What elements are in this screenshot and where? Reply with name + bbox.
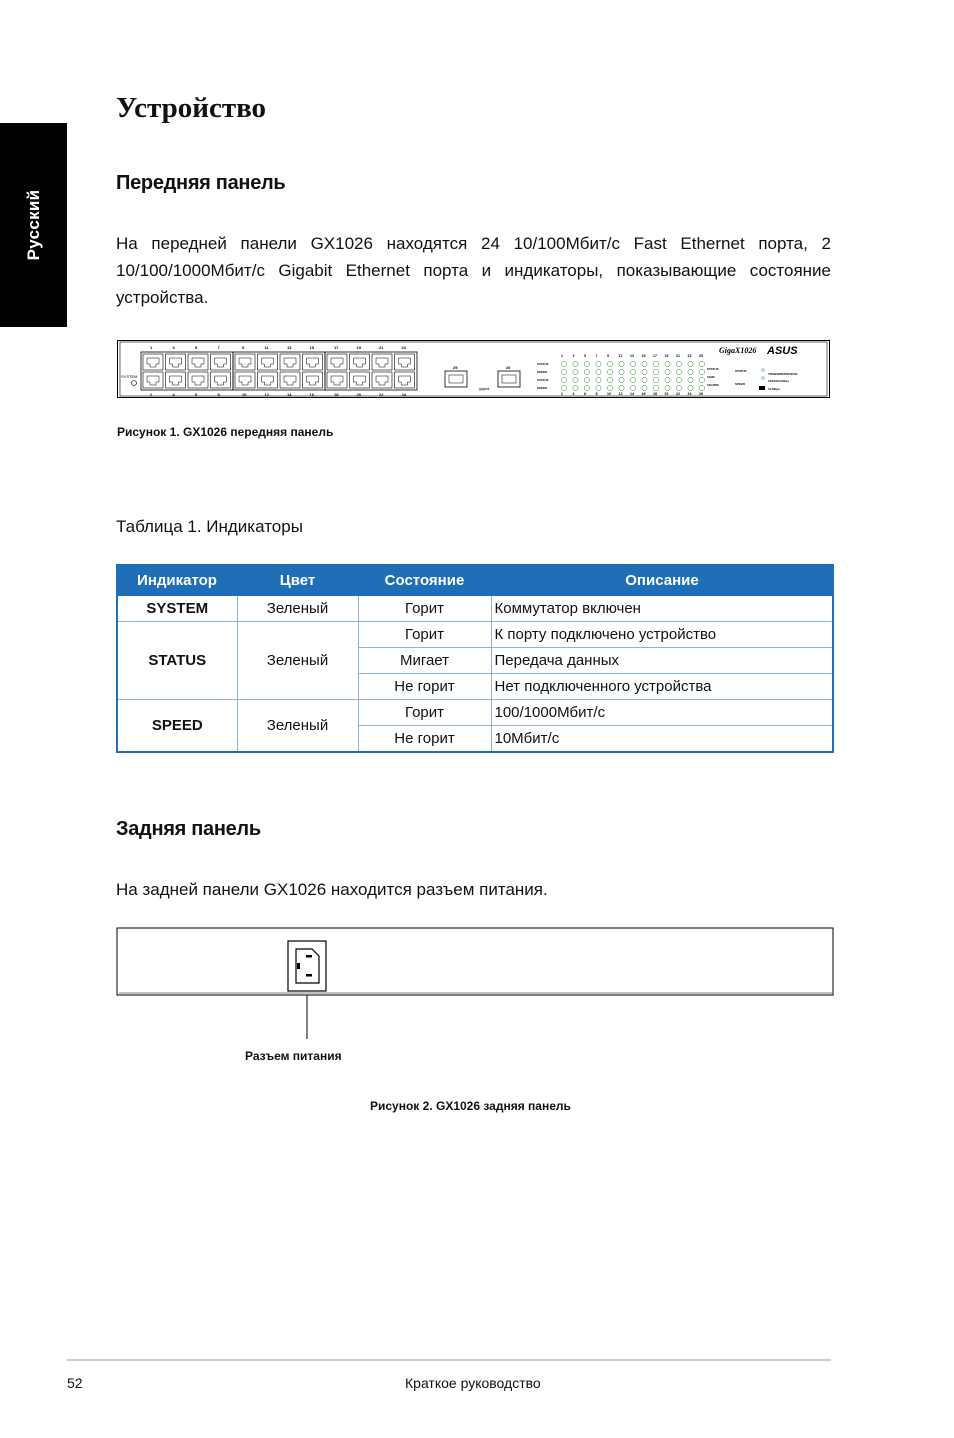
port-number-bottom: 20 [356, 392, 361, 397]
port-number-bottom: 6 [195, 392, 198, 397]
power-connector-label: Разъем питания [245, 1049, 342, 1063]
port-number-top: 7 [217, 345, 220, 350]
led-number-bottom: 4 [572, 392, 575, 396]
led-number-top: 15 [641, 354, 646, 358]
led-number-bottom: 10 [607, 392, 611, 396]
ethernet-port [258, 354, 278, 370]
state-cell: Горит [358, 700, 491, 726]
port-number-top: 15 [309, 345, 314, 350]
ethernet-port [303, 354, 323, 370]
header-indicator: Индикатор [117, 565, 237, 595]
port-number-top: 1 [150, 345, 153, 350]
ethernet-port [188, 354, 208, 370]
footer-text: Краткое руководство [405, 1375, 541, 1391]
ethernet-port [188, 372, 208, 388]
led-row-label: SPEED [537, 386, 548, 390]
port-number-top: 11 [264, 345, 269, 350]
port-number-bottom: 12 [264, 392, 269, 397]
ethernet-port [143, 354, 163, 370]
ethernet-port [211, 354, 231, 370]
port-number-top: 3 [172, 345, 175, 350]
table-row [117, 700, 833, 726]
svg-text:100/1000 Mbps: 100/1000 Mbps [768, 379, 790, 383]
header-description: Описание [491, 565, 833, 595]
port-number-top: 9 [242, 345, 245, 350]
ethernet-port [303, 372, 323, 388]
ethernet-port [395, 354, 415, 370]
power-connector [288, 941, 326, 991]
table-caption: Таблица 1. Индикаторы [116, 517, 303, 536]
led-number-top: 17 [653, 354, 657, 358]
indicator-table [116, 564, 834, 753]
state-cell: Горит [358, 622, 491, 648]
led-number-bottom: 24 [687, 392, 692, 396]
ethernet-port [166, 372, 186, 388]
led-number-top: 13 [630, 354, 634, 358]
ethernet-port [235, 354, 255, 370]
ethernet-port [350, 354, 370, 370]
gig-port-26 [498, 371, 520, 387]
gig-port-25 [445, 371, 467, 387]
description-cell: Передача данных [491, 648, 833, 674]
port-number-bottom: 16 [309, 392, 314, 397]
ethernet-port [211, 372, 231, 388]
port-number-top: 23 [401, 345, 406, 350]
gigabit-label: gigabit [479, 387, 490, 391]
ethernet-port [372, 372, 392, 388]
ethernet-port [280, 372, 300, 388]
led-number-bottom: 22 [676, 392, 680, 396]
led-number-top: 5 [584, 354, 586, 358]
table-row [117, 622, 833, 648]
port-number-bottom: 2 [150, 392, 153, 397]
description-cell: Коммутатор включен [491, 595, 833, 622]
language-tab-label: Русский [23, 189, 43, 261]
led-number-top: 9 [607, 354, 609, 358]
color-cell: Зеленый [237, 622, 358, 700]
rear-panel-text: На задней панели GX1026 находится разъем питания. [116, 880, 548, 899]
ethernet-port [166, 354, 186, 370]
led-number-bottom: 16 [641, 392, 646, 396]
indicator-cell: SYSTEM [117, 595, 237, 622]
port-number-bottom: 4 [172, 392, 175, 397]
indicator-cell: SPEED [117, 700, 237, 753]
ethernet-port [350, 372, 370, 388]
state-cell: Не горит [358, 674, 491, 700]
led-number-top: 23 [687, 354, 692, 358]
svg-text:100M: 100M [707, 375, 715, 379]
state-cell: Не горит [358, 726, 491, 753]
port-number-bottom: 10 [242, 392, 247, 397]
svg-text:10 Mbps: 10 Mbps [768, 387, 781, 391]
led-number-top: 25 [699, 354, 703, 358]
led-number-top: 21 [676, 354, 680, 358]
led-number-top: 7 [595, 354, 598, 358]
description-cell: 10Мбит/с [491, 726, 833, 753]
led-number-bottom: 20 [664, 392, 669, 396]
port-number-top: 5 [195, 345, 198, 350]
front-panel-text: На передней панели GX1026 находятся 24 10/100Мбит/с Fast Ethernet порта, 2 10/100/1000Мбит/с Gigabit Ethernet порта и индикаторы, показывающие состояние устройства. [116, 234, 831, 307]
ethernet-port [327, 354, 347, 370]
indicator-cell: STATUS [117, 622, 237, 700]
port-number-bottom: 18 [334, 392, 339, 397]
port-number-bottom: 8 [217, 392, 220, 397]
svg-text:SPEED: SPEED [735, 382, 746, 386]
led-number-top: 19 [664, 354, 669, 358]
led-row-label: SPEED [537, 370, 548, 374]
description-cell: Нет подключенного устройства [491, 674, 833, 700]
ethernet-port [235, 372, 255, 388]
table-row [117, 595, 833, 622]
system-label: SYSTEM [121, 374, 138, 379]
page-title: Устройство [116, 92, 267, 124]
port-number-top: 13 [287, 345, 292, 350]
table-header-row [117, 565, 833, 595]
gig-port-25-number: 25 [453, 365, 458, 370]
front-panel-figure [117, 340, 830, 398]
footer-divider [67, 1359, 831, 1361]
svg-text:10/100M: 10/100M [707, 383, 719, 387]
port-number-bottom: 22 [379, 392, 384, 397]
color-cell: Зеленый [237, 595, 358, 622]
header-color: Цвет [237, 565, 358, 595]
figure-1-caption: Рисунок 1. GX1026 передняя панель [117, 425, 334, 439]
figure-2-caption: Рисунок 2. GX1026 задняя панель [370, 1099, 571, 1113]
svg-text:TRANSMIT/RECEIVE: TRANSMIT/RECEIVE [768, 372, 798, 376]
rear-panel-heading: Задняя панель [116, 818, 261, 840]
led-number-bottom: 26 [699, 392, 703, 396]
led-row-label: STATUS [537, 362, 549, 366]
led-row-label: STATUS [537, 378, 549, 382]
ethernet-port [327, 372, 347, 388]
led-number-bottom: 18 [653, 392, 657, 396]
svg-text:STATUS: STATUS [735, 369, 747, 373]
ethernet-port [395, 372, 415, 388]
ethernet-port [258, 372, 278, 388]
svg-text:STATUS: STATUS [707, 367, 719, 371]
front-panel-heading: Передняя панель [116, 172, 286, 194]
led-number-bottom: 2 [561, 392, 563, 396]
page-number: 52 [67, 1375, 83, 1391]
color-cell: Зеленый [237, 700, 358, 753]
ethernet-port [143, 372, 163, 388]
gig-port-26-number: 26 [506, 365, 511, 370]
ethernet-port [372, 354, 392, 370]
state-cell: Горит [358, 595, 491, 622]
brand-model-logo: GigaX1026 [719, 346, 757, 355]
port-number-top: 17 [334, 345, 339, 350]
led-number-top: 11 [618, 354, 623, 358]
header-state: Состояние [358, 565, 491, 595]
led-number-bottom: 14 [630, 392, 634, 396]
language-tab [0, 123, 67, 327]
led-number-bottom: 12 [618, 392, 623, 396]
port-number-bottom: 14 [287, 392, 292, 397]
description-cell: 100/1000Мбит/с [491, 700, 833, 726]
led-number-top: 3 [572, 354, 575, 358]
port-number-bottom: 24 [401, 392, 406, 397]
description-cell: К порту подключено устройство [491, 622, 833, 648]
led-number-bottom: 8 [595, 392, 598, 396]
led-number-bottom: 6 [584, 392, 586, 396]
port-number-top: 21 [379, 345, 384, 350]
ethernet-port [280, 354, 300, 370]
brand-logo: ASUS [767, 345, 798, 357]
rear-panel-figure [116, 927, 836, 1047]
led-number-top: 1 [561, 354, 563, 358]
state-cell: Мигает [358, 648, 491, 674]
port-number-top: 19 [356, 345, 361, 350]
